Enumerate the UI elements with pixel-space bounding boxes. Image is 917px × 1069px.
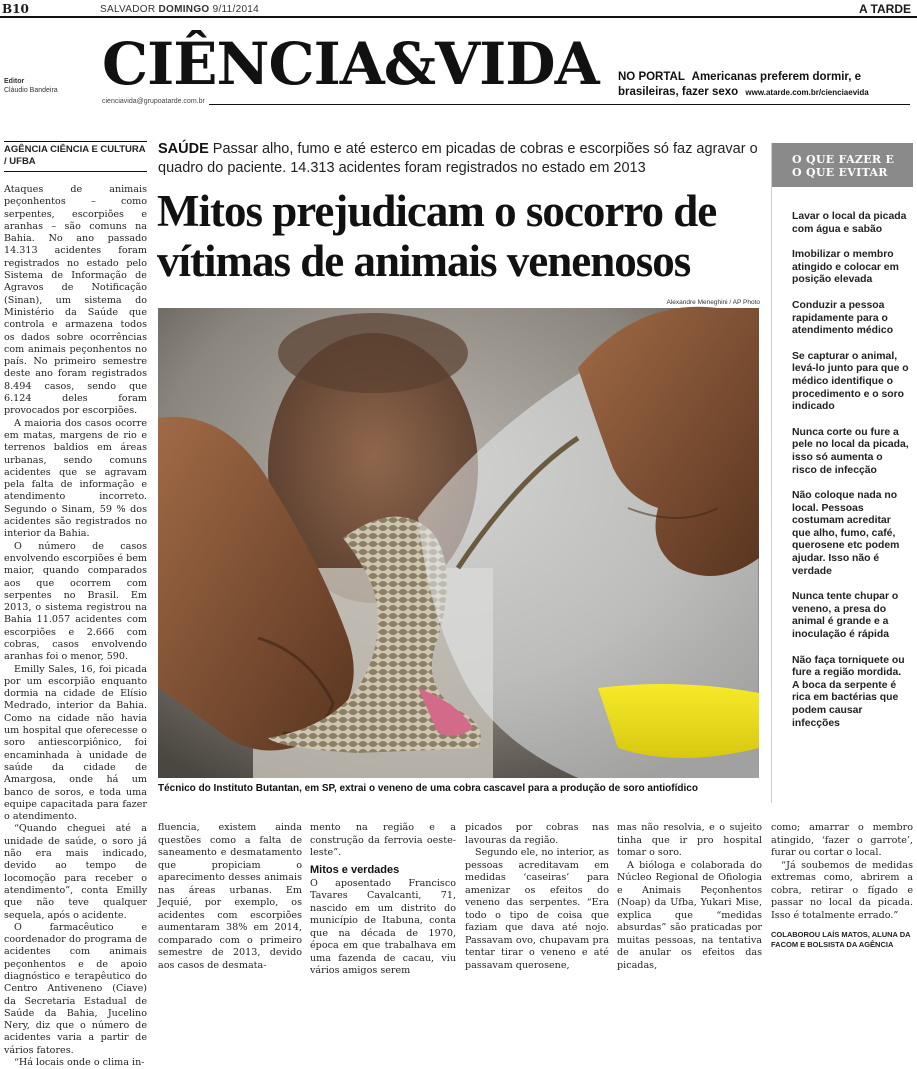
kicker-text: Passar alho, fumo e até esterco em picadas de cobras e escorpiões só faz agravar o quadro do paciente. 14.313 acidentes foram registrados no estado em 2013 — [158, 141, 758, 176]
paragraph: Ataques de animais peçonhentos – como serpentes, escorpiões e aranhas – são comuns na Bahia. No ano passado 14.313 acidentes foram registrados no estado pelo Sistema de Informação de Agravos de Notificação (Sinan), um sistema do Ministério da Saúde que controla e armazena todos os dados sobre ocorrências com animais peçonhentos no país. No primeiro semestre deste ano foram registrados 8.494 casos, sendo que 6.124 deles foram provocados por escorpiões. — [4, 184, 147, 417]
article-headline: Mitos prejudicam o socorro de vítimas de animais venenosos — [157, 186, 717, 286]
kicker-label: SAÚDE — [158, 141, 209, 157]
body-column-2 — [158, 822, 302, 972]
tips-sidebar — [771, 143, 913, 803]
list-item: Lavar o local da picada com água e sabão — [792, 211, 907, 235]
photo-credit: Alexandre Meneghini / AP Photo — [666, 299, 760, 306]
editor-name: Cláudio Bandeira — [4, 87, 58, 94]
paragraph: mento na região e a construção da ferrovia oeste-leste”. — [310, 822, 456, 858]
masthead-rule — [102, 104, 910, 105]
paragraph: “Há locais onde o clima in- — [14, 1057, 145, 1069]
paragraph: O número de casos envolvendo escorpiões é bem maior, quando comparados aos que ocorrem com serpentes no Brasil. Em 2013, o sistema registrou na Bahia 11.057 acidentes com escorpiões e 2.666 com cobras, casos envolvendo aranhas foi o menor, 590. — [4, 540, 147, 663]
paragraph: Emilly Sales, 16, foi picada por um escorpião enquanto dormia na cidade de Elísio Medrado, interior da Bahia. Como na cidade não havia um hospital que oferecesse o soro antiescorpiônico, foi encaminhada à unidade de saúde da cidade de Amargosa, onde há um banco de soros, e toda uma equipe capacitada para fazer o atendimento. — [4, 663, 147, 823]
agency-byline: AGÊNCIA CIÊNCIA E CULTURA / UFBA — [4, 141, 147, 172]
paragraph: A maioria dos casos ocorre em matas, margens de rio e terrenos baldios em áreas urbanas, sendo comuns acidentes que se agravam pela falta de informação e atendimento incorreto. Segundo o Sinam, 59 % dos acidentes são registrados no interior da Bahia. — [4, 417, 147, 540]
list-item: Imobilizar o membro atingido e colocar em posição elevada — [792, 249, 899, 286]
page-header-bar — [0, 0, 917, 18]
dateline-date: 9/11/2014 — [212, 4, 260, 15]
article-photo — [158, 308, 759, 778]
paragraph: picados por cobras nas lavouras da região. — [465, 822, 609, 846]
paragraph: O aposentado Francisco Tavares Cavalcanti, 71, nascido em um distrito do município de Itabuna, conta que na década de 1970, época em que trabalhava em uma fazenda de cacau, viu vários amigos serem — [310, 877, 456, 976]
newspaper-name: A TARDE — [859, 2, 911, 16]
paragraph: “Quando cheguei até a unidade de saúde, o soro já não era mais indicado, devido ao tempo de locomoção para receber o atendimento”, conta Emilly que não teve qualquer sequela, após o acidente. — [4, 823, 147, 921]
body-column-3 — [310, 822, 456, 978]
left-column — [4, 141, 147, 1069]
section-email[interactable]: cienciavida@grupoatarde.com.br — [102, 98, 209, 105]
snake-venom-photo-illustration — [158, 308, 759, 778]
dateline — [100, 4, 259, 15]
paragraph: como; amarrar o membro atingido, ‘fazer o garrote’, furar ou cortar o local. — [771, 822, 913, 858]
paragraph: mas não resolvia, e o sujeito tinha que ir pro hospital tomar o soro. — [617, 822, 762, 858]
section-title: CIÊNCIA&VIDA — [102, 30, 599, 98]
body-column-6 — [771, 822, 913, 950]
list-item: Não faça torniquete ou fure a região mordida. A boca da serpente é rica em bactérias que podem causar infecções — [792, 654, 905, 729]
left-column-text — [4, 184, 147, 1069]
paragraph: fluencia, existem ainda questões como a falta de saneamento e desmatamento que propiciam o aparecimento desses animais nas áreas urbanas. Em Jequié, por exemplo, os acidentes com escorpiões aumentaram 38% em 2014, comparado com o primeiro semestre de 2013, devido aos casos de desmata- — [158, 822, 302, 971]
editor-credit — [4, 77, 58, 95]
list-item: Se capturar o animal, levá-lo junto para que o médico identifique o procedimento e o soro indicado — [792, 350, 909, 413]
paragraph: A bióloga e colaborada do Núcleo Regional de Ofiologia e Animais Peçonhentos (Noap) da Ufba, Yukari Mise, explica que “medidas absurdas” são praticadas por muitas pessoas, na tentativa de anular os efeitos das picadas, — [617, 859, 762, 971]
dateline-city: SALVADOR — [100, 4, 156, 15]
contributors-credit: COLABOROU LAÍS MATOS, ALUNA DA FACOM E BOLSISTA DA AGÊNCIA — [771, 930, 911, 949]
list-item: Não coloque nada no local. Pessoas costumam acreditar que alho, fumo, café, querosene etc podem ajudar. Isso não é verdade — [792, 490, 900, 577]
body-column-5 — [617, 822, 762, 972]
sidebar-title: O QUE FAZER E O QUE EVITAR — [772, 143, 913, 187]
list-item: Nunca tente chupar o veneno, a presa do animal é grande e a inoculação é rápida — [792, 591, 899, 641]
photo-caption: Técnico do Instituto Butantan, em SP, extrai o veneno de uma cobra cascavel para a produção de soro antiofídico — [158, 783, 698, 794]
portal-url[interactable]: www.atarde.com.br/cienciaevida — [745, 88, 869, 97]
portal-teaser[interactable] — [618, 70, 913, 100]
paragraph: O farmacêutico e coordenador do programa de acidentes com animais peçonhentos e de apoio diagnóstico e terapêutico do Centro Antiveneno (Ciave) da Secretaria Estadual de Saúde da Bahia, Jucelino Nery, diz que o número de acidentes varia a partir de vários fatores. — [4, 921, 147, 1056]
portal-label: NO PORTAL — [618, 71, 685, 83]
list-item: Conduzir a pessoa rapidamente para o atendimento médico — [792, 299, 894, 337]
list-item: Nunca corte ou fure a pele no local da picada, isso só aumenta o risco de infecção — [792, 426, 909, 476]
paragraph: “Já soubemos de medidas extremas como, abrirem a cobra, retirar o fígado e passar no local da picada. Isso é totalmente errado.” — [771, 859, 913, 921]
subheading: Mitos e verdades — [310, 863, 400, 876]
editor-label: Editor — [4, 78, 25, 85]
tips-list — [772, 187, 913, 730]
body-column-4 — [465, 822, 609, 972]
article-kicker — [158, 140, 763, 178]
paragraph: Segundo ele, no interior, as pessoas acreditavam em medidas ‘caseiras’ para amenizar os efeitos do veneno das serpentes. “Era todo o tipo de coisa que faziam que dava até nojo. Passavam ovo, chupavam pra tentar tirar o veneno e até passavam querosene, — [465, 847, 609, 971]
portal-headline[interactable]: Americanas preferem dormir, e brasileiras, fazer sexo — [618, 71, 862, 98]
dateline-weekday: DOMINGO — [158, 4, 210, 15]
page-number: B10 — [2, 2, 29, 16]
